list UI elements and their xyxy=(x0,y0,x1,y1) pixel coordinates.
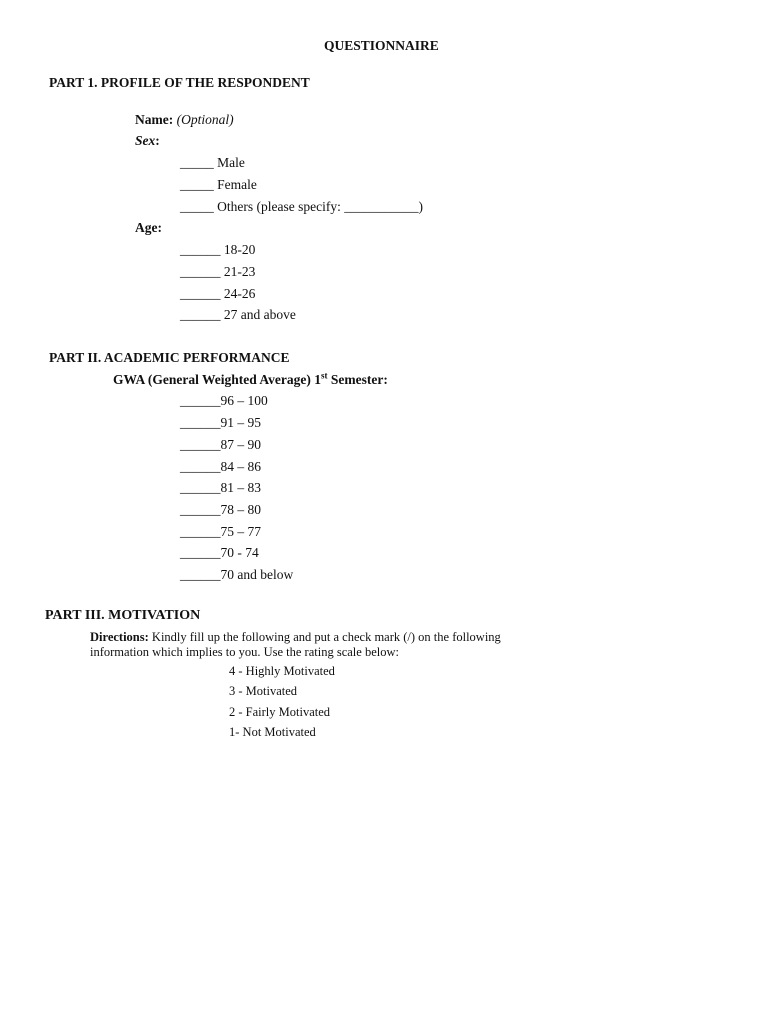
sex-option-others: _____ Others (please specify: ___________) xyxy=(180,199,423,214)
directions-label: Directions: xyxy=(90,630,149,644)
age-option: ______ 24-26 xyxy=(180,286,256,301)
sex-label: Sex xyxy=(135,133,156,148)
scale-item: 2 - Fairly Motivated xyxy=(229,705,331,719)
age-option: ______ 27 and above xyxy=(180,307,296,322)
part1-heading: PART 1. PROFILE OF THE RESPONDENT xyxy=(49,75,310,90)
sex-option-male: _____ Male xyxy=(180,155,245,170)
age-label: Age: xyxy=(135,220,162,235)
scale-item: 1- Not Motivated xyxy=(229,725,316,739)
sex-colon: : xyxy=(155,133,160,148)
directions-text: Kindly fill up the following and put a check mark (/) on the following information which implies to you. Use the rating scale below: xyxy=(90,630,501,659)
gwa-option: ______84 – 86 xyxy=(180,459,261,474)
gwa-option: ______91 – 95 xyxy=(180,415,261,430)
gwa-option: ______87 – 90 xyxy=(180,437,261,452)
name-label: Name: xyxy=(135,112,174,127)
scale-item: 4 - Highly Motivated xyxy=(229,664,335,678)
part3-heading: PART III. MOTIVATION xyxy=(45,608,201,623)
gwa-label-text: GWA (General Weighted Average) 1 xyxy=(113,372,321,387)
part2-heading: PART II. ACADEMIC PERFORMANCE xyxy=(49,350,290,365)
age-option: ______ 21-23 xyxy=(180,264,256,279)
name-note: (Optional) xyxy=(176,112,234,127)
gwa-label-suffix: Semester: xyxy=(327,372,388,387)
gwa-option: ______70 and below xyxy=(180,567,294,582)
name-field xyxy=(135,112,234,128)
scale-item: 3 - Motivated xyxy=(229,684,298,698)
directions-paragraph xyxy=(90,630,560,659)
sex-option-female: _____ Female xyxy=(180,177,257,192)
gwa-option: ______78 – 80 xyxy=(180,502,261,517)
gwa-option: ______70 - 74 xyxy=(180,545,259,560)
age-option: ______ 18-20 xyxy=(180,242,256,257)
gwa-option: ______75 – 77 xyxy=(180,524,261,539)
gwa-label xyxy=(113,372,388,388)
gwa-label-superscript: st xyxy=(320,370,328,381)
gwa-option: ______96 – 100 xyxy=(180,393,268,408)
questionnaire-title: QUESTIONNAIRE xyxy=(324,38,439,53)
sex-field xyxy=(135,133,160,149)
gwa-option: ______81 – 83 xyxy=(180,480,261,495)
